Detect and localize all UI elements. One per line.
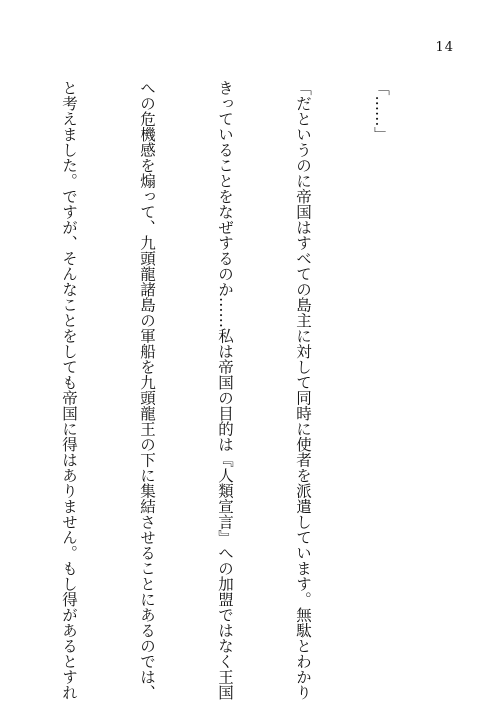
text-line: と考えました。ですが、そんなことをしても帝国に得はありません。もし得があるとすれ — [60, 80, 78, 700]
text-line: 「だというのに帝国はすべての島主に対して同時に使者を派遣しています。無駄とわかり — [294, 80, 312, 700]
text-line: への危機感を煽って、九頭龍諸島の軍船を九頭龍王の下に集結させることにあるのでは、 — [138, 80, 156, 700]
vertical-text-body — [0, 80, 446, 700]
page-number: 14 — [435, 40, 454, 55]
text-line: 「……」 — [372, 80, 390, 142]
text-line: きっていることをなぜするのか……私は帝国の目的は『人類宣言』への加盟ではなく王国 — [216, 80, 234, 700]
text-line — [0, 80, 4, 670]
